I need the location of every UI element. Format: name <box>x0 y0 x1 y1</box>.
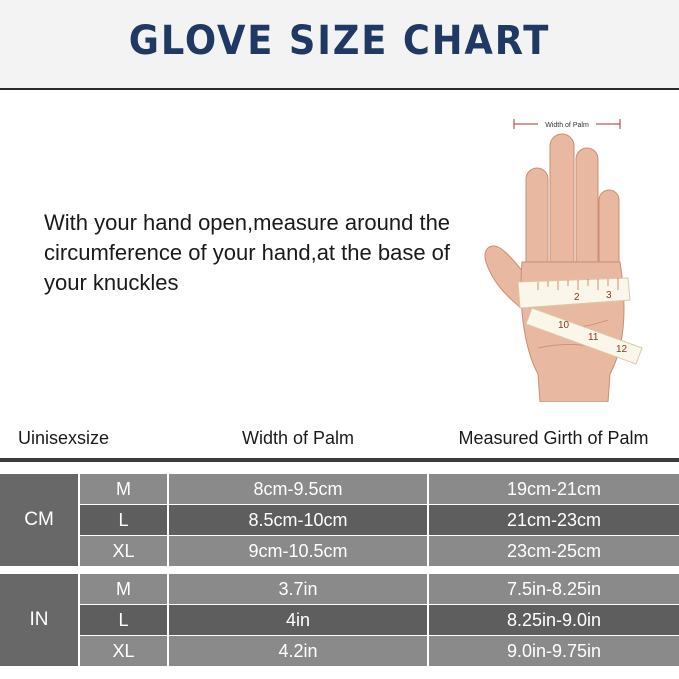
table-row <box>80 505 679 535</box>
page-title: GLOVE SIZE CHART <box>128 18 551 64</box>
tape-number-10: 10 <box>558 320 570 331</box>
table-row <box>80 574 679 604</box>
width-cell: 4in <box>169 605 427 635</box>
size-cell: L <box>80 505 167 535</box>
tape-number-2: 2 <box>574 292 580 303</box>
header-width-of-palm: Width of Palm <box>241 428 355 448</box>
group-separator <box>0 566 679 574</box>
girth-cell: 7.5in-8.25in <box>429 574 679 604</box>
size-cell: XL <box>80 536 167 566</box>
unit-label-in: IN <box>0 574 78 666</box>
width-cell: 3.7in <box>169 574 427 604</box>
tape-number-11: 11 <box>588 332 599 343</box>
unit-label-cm: CM <box>0 474 78 566</box>
table-row <box>80 474 679 504</box>
tape-number-3: 3 <box>606 290 612 301</box>
width-cell: 8cm-9.5cm <box>169 474 427 504</box>
hand-measure-illustration <box>478 112 650 402</box>
girth-cell: 21cm-23cm <box>429 505 679 535</box>
table-top-rule <box>0 458 679 462</box>
table-header <box>0 428 679 454</box>
size-group-in <box>0 574 679 666</box>
title-divider <box>0 88 679 90</box>
size-cell: L <box>80 605 167 635</box>
size-cell: M <box>80 474 167 504</box>
header-girth-of-palm: Measured Girth of Palm <box>458 428 649 448</box>
width-cell: 4.2in <box>169 636 427 666</box>
middle-finger <box>550 134 574 274</box>
palm-width-label: Width of Palm <box>545 122 589 129</box>
ring-finger <box>576 148 598 274</box>
table-row <box>80 536 679 566</box>
girth-cell: 8.25in-9.0in <box>429 605 679 635</box>
table-row <box>80 605 679 635</box>
size-cell: M <box>80 574 167 604</box>
hand-illustration <box>478 112 650 402</box>
girth-cell: 9.0in-9.75in <box>429 636 679 666</box>
size-group-cm <box>0 474 679 566</box>
measure-instruction: With your hand open,measure around the circumference of your hand,at the base of your knuckles <box>44 210 451 295</box>
header-unisex-size: Uinisexsize <box>18 428 110 448</box>
width-cell: 8.5cm-10cm <box>169 505 427 535</box>
girth-cell: 23cm-25cm <box>429 536 679 566</box>
girth-cell: 19cm-21cm <box>429 474 679 504</box>
size-cell: XL <box>80 636 167 666</box>
tape-number-12: 12 <box>616 344 628 355</box>
table-row <box>80 636 679 666</box>
width-cell: 9cm-10.5cm <box>169 536 427 566</box>
